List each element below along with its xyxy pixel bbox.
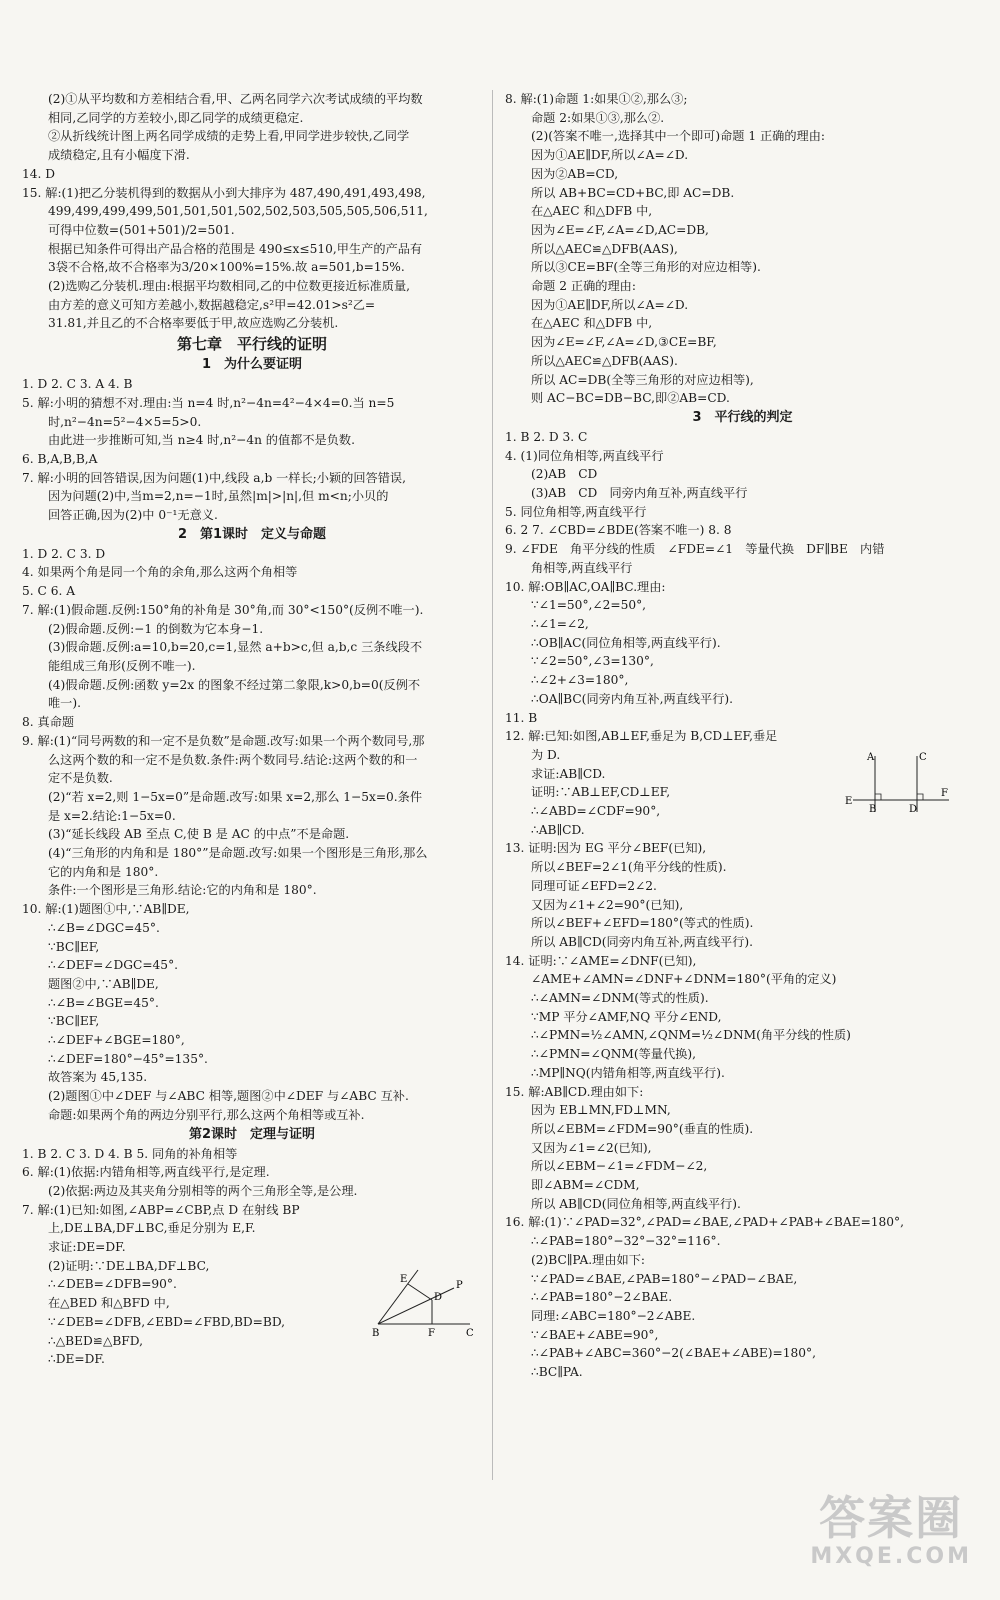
column-divider — [492, 90, 493, 1480]
fig12-label: E — [845, 796, 853, 807]
section-heading: 3 平行线的判定 — [692, 409, 793, 425]
fig12-label: F — [941, 788, 948, 799]
text-line: 499,499,499,499,501,501,501,502,502,503,505,505,506,511, — [48, 204, 428, 219]
fig7-label: F — [428, 1328, 435, 1339]
text-line: ∴DE=DF. — [48, 1352, 105, 1367]
text-line: 1. B 2. D 3. C — [505, 429, 588, 444]
text-line: 16. 解:(1)∵∠PAD=32°,∠PAD=∠BAE,∠PAD+∠PAB+∠BAE=180°, — [505, 1215, 905, 1230]
text-line: ∴∠2+∠3=180°, — [531, 673, 629, 688]
text-line: 7. 解:小明的回答错误,因为问题(1)中,线段 a,b 一样长;小颖的回答错误, — [22, 470, 406, 485]
watermark — [810, 1492, 972, 1570]
text-line: ∴∠PMN=½∠AMN,∠QNM=½∠DNM(角平分线的性质) — [531, 1028, 851, 1043]
text-line: 则 AC−BC=DB−BC,即②AB=CD. — [531, 391, 730, 406]
text-line: (3)AB CD 同旁内角互补,两直线平行 — [531, 486, 748, 501]
text-line: 是 x=2.结论:1−5x=0. — [48, 808, 176, 823]
text-line: 因为②AB=CD, — [531, 166, 619, 181]
right-column — [505, 90, 980, 1382]
fig7-label: C — [466, 1328, 474, 1339]
text-line: ∴∠AMN=∠DNM(等式的性质). — [531, 991, 709, 1006]
text-line: 成绩稳定,且有小幅度下滑. — [48, 148, 190, 163]
text-line: 所以△AEC≌△DFB(AAS), — [531, 241, 678, 256]
text-line: 又因为∠1+∠2=90°(已知), — [531, 897, 684, 912]
text-line: 时,n²−4n=5²−4×5=5>0. — [48, 414, 202, 429]
text-line: ∵∠BAE+∠ABE=90°, — [531, 1327, 659, 1342]
text-line: 唯一). — [48, 696, 82, 711]
text-line: 回答正确,因为(2)中 0⁻¹无意义. — [48, 508, 218, 523]
text-line: 所以∠BEF+∠EFD=180°(等式的性质). — [531, 916, 754, 931]
text-line: 么这两个数的和一定不是负数.条件:两个数同号.结论:这两个数的和一 — [48, 752, 418, 767]
text-line: 12. 解:已知:如图,AB⊥EF,垂足为 B,CD⊥EF,垂足 — [505, 729, 778, 744]
text-line: ∴∠DEF=∠DGC=45°. — [48, 958, 179, 973]
text-line: ∴∠PAB=180°−2∠BAE. — [531, 1290, 673, 1305]
text-line: 15. 解:(1)把乙分装机得到的数据从小到大排序为 487,490,491,493,498, — [22, 185, 426, 200]
text-line: 同理可证∠EFD=2∠2. — [531, 878, 657, 893]
text-line: (2)假命题.反例:−1 的倒数为它本身−1. — [48, 621, 264, 636]
text-line: (2)选购乙分装机.理由:根据平均数相同,乙的中位数更接近标准质量, — [48, 279, 411, 294]
text-line: 4. 如果两个角是同一个角的余角,那么这两个角相等 — [22, 565, 298, 580]
text-line: 所以∠EBM=∠FDM=90°(垂直的性质). — [531, 1121, 754, 1136]
text-line: 1. B 2. C 3. D 4. B 5. 同角的补角相等 — [22, 1146, 238, 1161]
text-line: ∴∠1=∠2, — [531, 616, 589, 631]
text-line: ∠AME+∠AMN=∠DNF+∠DNM=180°(平角的定义) — [531, 972, 837, 987]
fig7-label: E — [400, 1274, 408, 1285]
text-line: 命题 2 正确的理由: — [531, 279, 636, 294]
text-line: (2)“若 x=2,则 1−5x=0”是命题.改写:如果 x=2,那么 1−5x=0.条件 — [48, 789, 423, 804]
text-line: 8. 真命题 — [22, 715, 75, 730]
text-line: 定不是负数. — [48, 771, 113, 786]
text-line: 因为①AE∥DF,所以∠A=∠D. — [531, 148, 689, 163]
text-line: 6. 解:(1)依据:内错角相等,两直线平行,是定理. — [22, 1165, 270, 1180]
text-line: 15. 解:AB∥CD.理由如下: — [505, 1084, 644, 1099]
fig7-label: P — [456, 1280, 463, 1291]
text-line: 10. 解:(1)题图①中,∵AB∥DE, — [22, 902, 190, 917]
text-line: 证明:∵AB⊥EF,CD⊥EF, — [531, 785, 671, 800]
text-line: ∵∠1=50°,∠2=50°, — [531, 598, 647, 613]
text-line: 5. 解:小明的猜想不对.理由:当 n=4 时,n²−4n=4²−4×4=0.当 n=5 — [22, 395, 395, 410]
text-line: 由方差的意义可知方差越小,数据越稳定,s²甲=42.01>s²乙= — [48, 297, 376, 312]
text-line: (2)BC∥PA.理由如下: — [531, 1252, 646, 1267]
text-line: ∴MP∥NQ(内错角相等,两直线平行). — [531, 1065, 725, 1080]
text-line: ∵BC∥EF, — [48, 939, 100, 954]
text-line: ∴∠PAB+∠ABC=360°−2(∠BAE+∠ABE)=180°, — [531, 1346, 816, 1361]
text-line: 角相等,两直线平行 — [531, 560, 633, 575]
text-line: (2)依据:两边及其夹角分别相等的两个三角形全等,是公理. — [48, 1183, 358, 1198]
text-line: 求证:DE=DF. — [48, 1240, 126, 1255]
text-line: 5. 同位角相等,两直线平行 — [505, 504, 647, 519]
fig12-label: D — [909, 804, 918, 815]
text-line: 条件:一个图形是三角形.结论:它的内角和是 180°. — [48, 883, 317, 898]
text-line: ∵∠DEB=∠DFB,∠EBD=∠FBD,BD=BD, — [48, 1314, 286, 1329]
text-line: 所以△AEC≌△DFB(AAS). — [531, 353, 678, 368]
text-line: (2)(答案不唯一,选择其中一个即可)命题 1 正确的理由: — [531, 129, 826, 144]
text-line: ∴OB∥AC(同位角相等,两直线平行). — [531, 635, 721, 650]
text-line: 所以 AC=DB(全等三角形的对应边相等), — [531, 372, 754, 387]
text-line: 故答案为 45,135. — [48, 1070, 148, 1085]
fig12-label: B — [869, 804, 877, 815]
text-line: 7. 解:(1)假命题.反例:150°角的补角是 30°角,而 30°<150°(反例不唯一). — [22, 602, 424, 617]
text-line: (3)“延长线段 AB 至点 C,使 B 是 AC 的中点”不是命题. — [48, 827, 350, 842]
angle-bisector-figure — [370, 1258, 480, 1340]
section-heading: 第七章 平行线的证明 — [176, 335, 327, 354]
text-line: 所以 AB∥CD(同位角相等,两直线平行). — [531, 1196, 741, 1211]
text-line: 可得中位数=(501+501)/2=501. — [48, 222, 235, 237]
text-line: 9. 解:(1)“同号两数的和一定不是负数”是命题.改写:如果一个两个数同号,那 — [22, 733, 425, 748]
text-line: 11. B — [505, 710, 538, 725]
text-line: 相同,乙同学的方差较小,即乙同学的成绩更稳定. — [48, 110, 304, 125]
text-line: ∴∠B=∠BGE=45°. — [48, 995, 159, 1010]
section-heading: 1 为什么要证明 — [201, 357, 303, 373]
fig7-label: B — [372, 1328, 380, 1339]
text-line: ∴∠PMN=∠QNM(等量代换), — [531, 1047, 697, 1062]
text-line: 因为∠E=∠F,∠A=∠D,AC=DB, — [531, 222, 709, 237]
text-line: 9. ∠FDE 角平分线的性质 ∠FDE=∠1 等量代换 DF∥BE 内错 — [505, 542, 885, 557]
text-line: 13. 证明:因为 EG 平分∠BEF(已知), — [505, 841, 707, 856]
text-line: 3袋不合格,故不合格率为3/20×100%=15%.故 a=501,b=15%. — [48, 260, 405, 275]
text-line: 又因为∠1=∠2(已知), — [531, 1140, 652, 1155]
text-line: 在△AEC 和△DFB 中, — [531, 204, 653, 219]
text-line: 1. D 2. C 3. D — [22, 546, 106, 561]
text-line: 因为问题(2)中,当m=2,n=−1时,虽然|m|>|n|,但 m<n;小贝的 — [48, 489, 389, 504]
text-line: ∵∠2=50°,∠3=130°, — [531, 654, 654, 669]
fig7-label: D — [434, 1292, 443, 1303]
text-line: ∴∠DEF=180°−45°=135°. — [48, 1051, 208, 1066]
text-line: (2)证明:∵DE⊥BA,DF⊥BC, — [48, 1258, 210, 1273]
text-line: 即∠ABM=∠CDM, — [531, 1178, 640, 1193]
text-line: 在△BED 和△BFD 中, — [48, 1296, 170, 1311]
left-column — [22, 90, 482, 1369]
text-line: 4. (1)同位角相等,两直线平行 — [505, 448, 664, 463]
text-line: ∴∠DEB=∠DFB=90°. — [48, 1277, 177, 1292]
text-line: 14. 证明:∵∠AME=∠DNF(已知), — [505, 953, 697, 968]
text-line: 同理:∠ABC=180°−2∠ABE. — [531, 1309, 696, 1323]
text-line: 求证:AB∥CD. — [531, 766, 606, 781]
text-line: (2)①从平均数和方差相结合看,甲、乙两名同学六次考试成绩的平均数 — [48, 92, 423, 106]
text-line: ∴∠B=∠DGC=45°. — [48, 920, 160, 935]
text-line: ∵MP 平分∠AMF,NQ 平分∠END, — [531, 1009, 722, 1024]
text-line: 它的内角和是 180°. — [48, 864, 159, 879]
text-line: 因为 EB⊥MN,FD⊥MN, — [531, 1103, 671, 1118]
text-line: ∵∠PAD=∠BAE,∠PAB=180°−∠PAD−∠BAE, — [531, 1271, 798, 1286]
section-heading: 第2课时 定理与证明 — [188, 1126, 316, 1142]
text-line: (3)假命题.反例:a=10,b=20,c=1,显然 a+b>c,但 a,b,c 三条线段不 — [48, 640, 423, 655]
text-line: (2)AB CD — [531, 467, 598, 482]
text-line: 5. C 6. A — [22, 584, 76, 599]
text-line: ∵BC∥EF, — [48, 1014, 100, 1029]
text-line: 6. 2 7. ∠CBD=∠BDE(答案不唯一) 8. 8 — [505, 523, 732, 538]
text-line: 由此进一步推断可知,当 n≥4 时,n²−4n 的值都不是负数. — [48, 433, 355, 448]
text-line: ∴OA∥BC(同旁内角互补,两直线平行). — [531, 691, 734, 706]
text-line: 14. D — [22, 166, 56, 181]
text-line: ②从折线统计图上两名同学成绩的走势上看,甲同学进步较快,乙同学 — [48, 129, 410, 144]
text-line: 1. D 2. C 3. A 4. B — [22, 377, 133, 392]
text-line: 所以 AB+BC=CD+BC,即 AC=DB. — [531, 185, 735, 200]
text-line: (2)题图①中∠DEF 与∠ABC 相等,题图②中∠DEF 与∠ABC 互补. — [48, 1089, 409, 1104]
text-line: ∴∠DEF+∠BGE=180°, — [48, 1033, 185, 1048]
text-line: 命题 2:如果①③,那么②. — [531, 110, 665, 125]
text-line: 题图②中,∵AB∥DE, — [48, 976, 159, 991]
text-line: ∴BC∥PA. — [531, 1365, 583, 1380]
text-line: 8. 解:(1)命题 1:如果①②,那么③; — [505, 92, 688, 106]
text-line: 7. 解:(1)已知:如图,∠ABP=∠CBP,点 D 在射线 BP — [22, 1202, 300, 1217]
text-line: 所以③CE=BF(全等三角形的对应边相等). — [531, 260, 761, 275]
text-line: 在△AEC 和△DFB 中, — [531, 316, 653, 331]
text-line: ∴AB∥CD. — [531, 822, 585, 837]
text-line: 所以∠BEF=2∠1(角平分线的性质). — [531, 860, 727, 875]
text-line: ∴△BED≌△BFD, — [48, 1333, 143, 1348]
section-heading: 2 第1课时 定义与命题 — [177, 526, 327, 542]
text-line: ∴∠ABD=∠CDF=90°, — [531, 804, 661, 819]
text-line: 所以∠EBM−∠1=∠FDM−∠2, — [531, 1159, 708, 1174]
text-line: 为 D. — [531, 747, 561, 762]
watermark-logo-text: 答案圈 — [819, 1491, 964, 1545]
text-line: 10. 解:OB∥AC,OA∥BC.理由: — [505, 579, 666, 594]
text-line: 命题:如果两个角的两边分别平行,那么这两个角相等或互补. — [48, 1107, 365, 1122]
text-line: 因为∠E=∠F,∠A=∠D,③CE=BF, — [531, 335, 717, 350]
fig12-label: C — [919, 752, 927, 763]
watermark-url: MXQE.COM — [810, 1544, 972, 1569]
text-line: ∴∠PAB=180°−32°−32°=116°. — [531, 1234, 721, 1249]
text-line: (4)“三角形的内角和是 180°”是命题.改写:如果一个图形是三角形,那么 — [48, 846, 428, 861]
text-line: 根据已知条件可得出产品合格的范围是 490≤x≤510,甲生产的产品有 — [48, 241, 423, 256]
fig12-label: A — [867, 752, 875, 763]
text-line: 所以 AB∥CD(同旁内角互补,两直线平行). — [531, 934, 754, 949]
perpendicular-lines-figure — [845, 750, 955, 820]
text-line: 因为①AE∥DF,所以∠A=∠D. — [531, 297, 689, 312]
text-line: (4)假命题.反例:函数 y=2x 的图象不经过第二象限,k>0,b=0(反例不 — [48, 677, 421, 692]
text-line: 能组成三角形(反例不唯一). — [48, 658, 196, 673]
text-line: 6. B,A,B,B,A — [22, 451, 98, 466]
text-line: 31.81,并且乙的不合格率要低于甲,故应选购乙分装机. — [48, 316, 339, 331]
text-line: 上,DE⊥BA,DF⊥BC,垂足分别为 E,F. — [48, 1221, 256, 1236]
